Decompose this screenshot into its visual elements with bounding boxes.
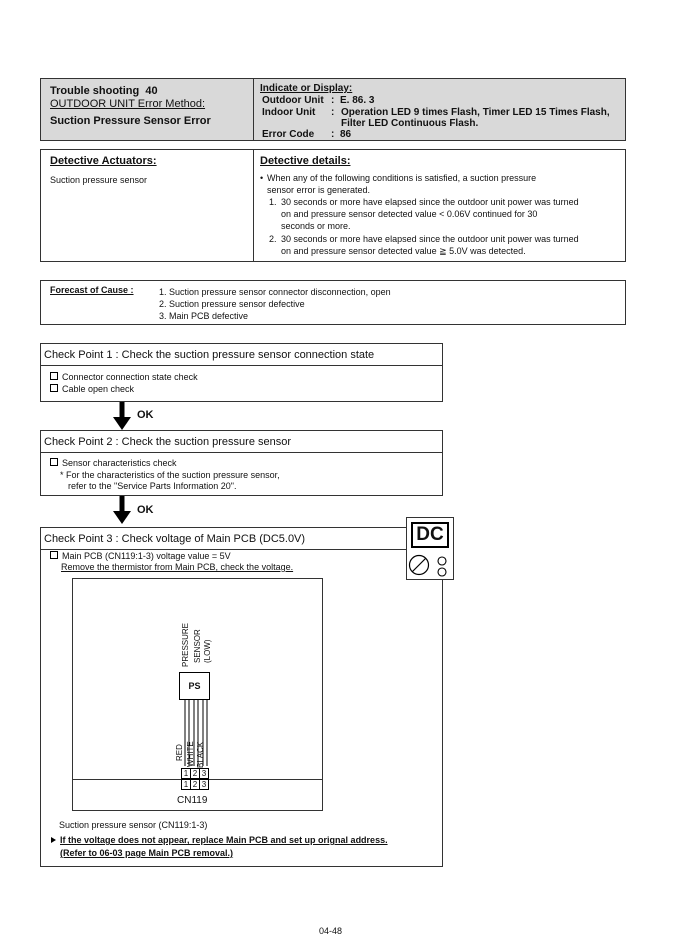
check-point-1 <box>40 343 443 402</box>
meter-probe-jacks-icon <box>434 556 450 578</box>
condition-1-number: 1. <box>269 197 277 207</box>
detective-actuators-title: Detective Actuators: <box>50 155 157 167</box>
details-intro-1: When any of the following conditions is satisfied, a suction pressure <box>267 173 537 183</box>
error-code-colon: : <box>331 129 335 140</box>
indoor-unit-value-1: Operation LED 9 times Flash, Timer LED 15 Times Flash, <box>341 107 610 118</box>
check-point-2-item-1: Sensor characteristics check <box>50 457 177 469</box>
checkbox-icon <box>50 551 58 559</box>
condition-2-line-2: on and pressure sensor detected value ≧ 5.0V was detected. <box>281 246 526 256</box>
forecast-box <box>40 280 626 325</box>
pin-2-top: 2 <box>190 768 200 779</box>
check-point-1-title: Check Point 1 : Check the suction pressure sensor connection state <box>41 344 442 366</box>
error-method-label: OUTDOOR UNIT Error Method: <box>50 98 206 110</box>
header-box <box>40 78 626 141</box>
conclusion-arrow-icon <box>51 837 56 843</box>
indicate-title: Indicate or Display: <box>260 83 353 94</box>
condition-1-line-2: on and pressure sensor detected value < 0.06V continued for 30 <box>281 209 538 219</box>
wire-label-black: BLACK <box>196 741 205 768</box>
sensor-label-line-2: SENSOR <box>193 629 202 663</box>
wire-label-white: WHITE <box>186 741 195 767</box>
indoor-unit-value-2: Filter LED Continuous Flash. <box>341 118 479 129</box>
down-arrow-icon <box>112 496 132 524</box>
outdoor-colon: : <box>331 95 335 106</box>
connector-label: CN119 <box>177 795 208 806</box>
condition-1-line-3: seconds or more. <box>281 221 351 231</box>
check-point-1-item-1: Connector connection state check <box>50 371 198 383</box>
sensor-label-line-1: PRESSURE <box>181 622 190 667</box>
pin-3-bottom: 3 <box>199 779 209 790</box>
ok-label-1: OK <box>137 409 154 421</box>
detective-details-title: Detective details: <box>260 155 351 167</box>
pressure-sensor-box: PS <box>179 672 210 700</box>
forecast-item-3: 3. Main PCB defective <box>159 311 249 321</box>
pin-2-bottom: 2 <box>190 779 200 790</box>
multimeter-icon <box>406 517 454 580</box>
pin-3-top: 3 <box>199 768 209 779</box>
detective-box <box>40 149 626 262</box>
check-point-3-instruction: Remove the thermistor from Main PCB, check the voltage. <box>61 562 294 572</box>
check-point-2 <box>40 430 443 496</box>
checkbox-icon <box>50 384 58 392</box>
outdoor-unit-value: E. 86. 3 <box>340 95 375 106</box>
conclusion-line-2: (Refer to 06-03 page Main PCB removal.) <box>60 848 234 858</box>
condition-2-line-1: 30 seconds or more have elapsed since the outdoor unit power was turned <box>281 234 579 244</box>
check-point-1-item-2: Cable open check <box>50 383 134 395</box>
down-arrow-icon <box>112 402 132 430</box>
header-divider <box>253 79 254 140</box>
forecast-title: Forecast of Cause : <box>50 285 134 295</box>
indoor-colon: : <box>331 107 335 118</box>
sensor-label-line-3: (LOW) <box>203 639 212 663</box>
error-name: Suction Pressure Sensor Error <box>50 115 211 127</box>
wiring-diagram <box>72 578 323 811</box>
forecast-item-1: 1. Suction pressure sensor connector disconnection, open <box>159 287 391 297</box>
meter-dial-icon <box>408 554 430 576</box>
condition-1-line-1: 30 seconds or more have elapsed since the outdoor unit power was turned <box>281 197 579 207</box>
pin-1-top: 1 <box>181 768 191 779</box>
forecast-item-2: 2. Suction pressure sensor defective <box>159 299 305 309</box>
trouble-shooting-title: Trouble shooting 40 <box>50 85 158 97</box>
checkbox-icon <box>50 372 58 380</box>
page-number: 04-48 <box>319 926 343 936</box>
error-code-label: Error Code <box>262 129 315 140</box>
conclusion-line-1: If the voltage does not appear, replace Main PCB and set up orignal address. <box>60 835 388 845</box>
details-bullet: • <box>260 173 264 183</box>
condition-2-number: 2. <box>269 234 277 244</box>
wire-label-red: RED <box>175 744 184 761</box>
check-point-3-title: Check Point 3 : Check voltage of Main PCB (DC5.0V) <box>41 528 442 550</box>
outdoor-unit-label: Outdoor Unit <box>262 95 324 106</box>
meter-display: DC <box>411 522 449 548</box>
pin-1-bottom: 1 <box>181 779 191 790</box>
diagram-caption: Suction pressure sensor (CN119:1-3) <box>59 820 208 830</box>
detective-actuators-value: Suction pressure sensor <box>50 175 148 185</box>
check-point-2-title: Check Point 2 : Check the suction pressure sensor <box>41 431 442 453</box>
check-point-3-item-1: Main PCB (CN119:1-3) voltage value = 5V <box>50 550 231 562</box>
check-point-2-note-2: refer to the "Service Parts Information 20". <box>68 481 237 491</box>
indoor-unit-label: Indoor Unit <box>262 107 316 118</box>
ok-label-2: OK <box>137 504 154 516</box>
error-code-value: 86 <box>340 129 352 140</box>
detective-divider <box>253 150 254 261</box>
details-intro-2: sensor error is generated. <box>267 185 371 195</box>
check-point-2-note-1: * For the characteristics of the suction pressure sensor, <box>60 470 280 480</box>
checkbox-icon <box>50 458 58 466</box>
check-point-3 <box>40 527 443 867</box>
